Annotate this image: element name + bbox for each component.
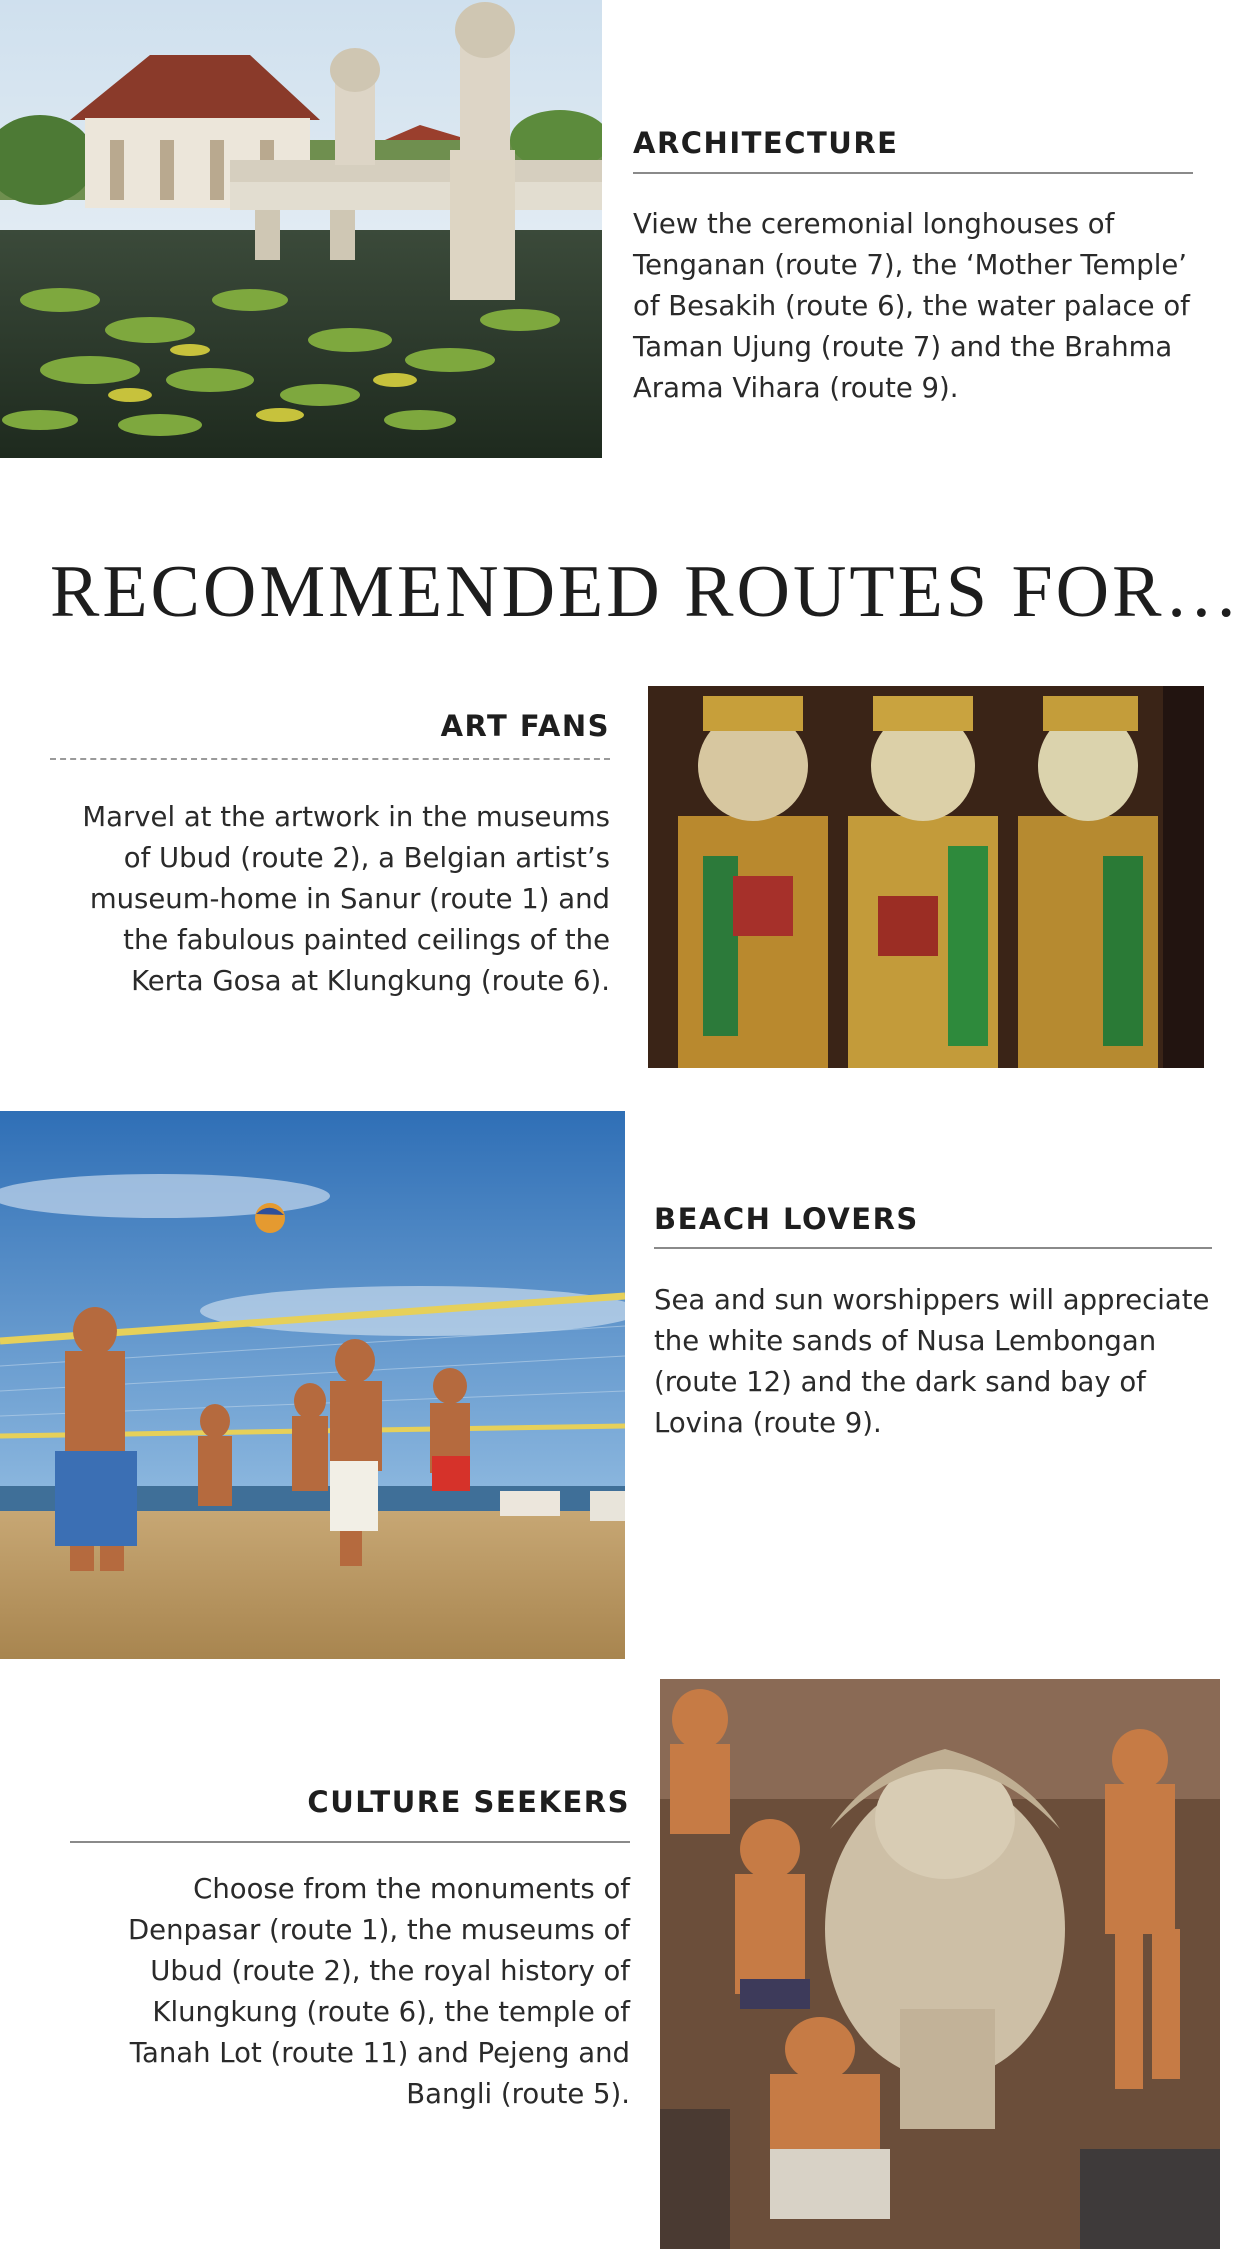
architecture-heading: ARCHITECTURE bbox=[633, 126, 899, 160]
water-palace-photo bbox=[0, 0, 602, 458]
culture-seekers-rule bbox=[70, 1841, 630, 1843]
dancers-photo bbox=[648, 686, 1204, 1068]
page-title: RECOMMENDED ROUTES FOR… bbox=[50, 551, 1242, 633]
art-fans-body: Marvel at the artwork in the museums of Ubud (route 2), a Belgian artist’s museum-home in Sanur (route 1) and the fabulous painted ceilings of the Kerta Gosa at Klungkung (route 6). bbox=[82, 801, 610, 997]
beach-lovers-rule bbox=[654, 1247, 1212, 1249]
sculpture-photo bbox=[660, 1679, 1220, 2249]
culture-seekers-heading: CULTURE SEEKERS bbox=[307, 1785, 630, 1819]
architecture-body: View the ceremonial longhouses of Tenganan (route 7), the ‘Mother Temple’ of Besakih (route 6), the water palace of Taman Ujung (route 7) and the Brahma Arama Vihara (route 9). bbox=[633, 208, 1190, 404]
beach-volleyball-photo bbox=[0, 1111, 625, 1659]
architecture-rule bbox=[633, 172, 1193, 174]
culture-seekers-body: Choose from the monuments of Denpasar (route 1), the museums of Ubud (route 2), the royal history of Klungkung (route 6), the temple of Tanah Lot (route 11) and Pejeng and Bangli (route 5). bbox=[127, 1873, 630, 2110]
art-fans-rule bbox=[50, 758, 610, 760]
beach-lovers-body: Sea and sun worshippers will appreciate the white sands of Nusa Lembongan (route 12) and the dark sand bay of Lovina (route 9). bbox=[654, 1284, 1210, 1439]
art-fans-heading: ART FANS bbox=[440, 709, 610, 743]
beach-lovers-heading: BEACH LOVERS bbox=[654, 1202, 919, 1236]
